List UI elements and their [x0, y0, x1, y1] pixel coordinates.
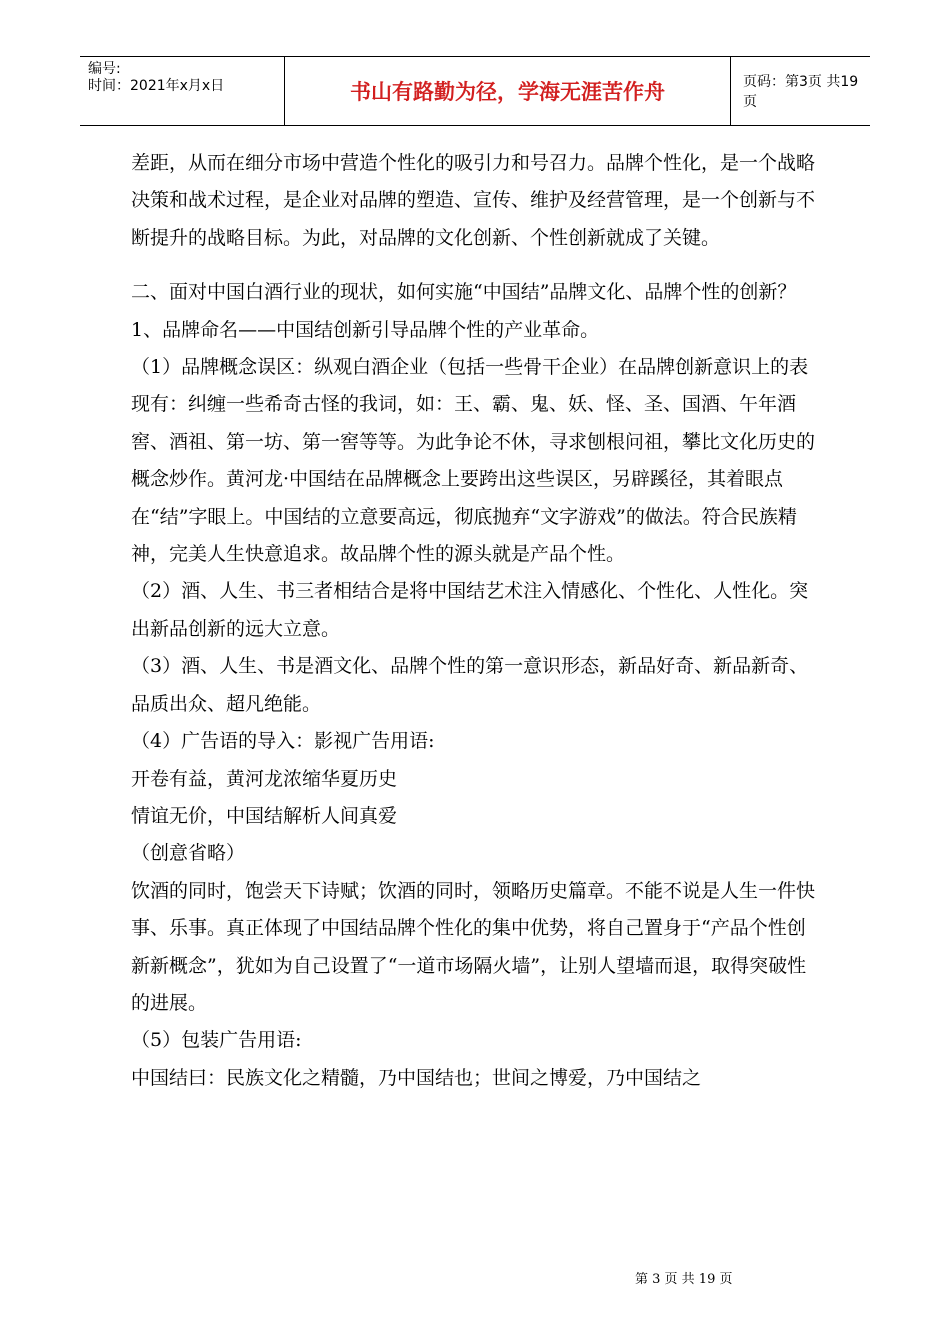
document-body [131, 145, 821, 1097]
page-header [80, 56, 870, 126]
paragraph: （3）酒、人生、书是酒文化、品牌个性的第一意识形态，新品好奇、新品新奇、品质出众、超凡绝能。 [131, 655, 809, 715]
paragraph: 中国结曰：民族文化之精髓，乃中国结也；世间之博爱，乃中国结之 [131, 1066, 702, 1089]
paragraph: （创意省略） [131, 842, 246, 865]
footer-page-number: 第 3 页 共 19 页 [635, 1272, 733, 1287]
paragraph: （1）品牌概念误区：纵观白酒企业（包括一些骨干企业）在品牌创新意识上的表现有：纠缠一些希奇古怪的我词，如：王、霸、鬼、妖、怪、圣、国酒、午年酒窖、酒祖、第一坊、第一窖等等。为此争论不休，寻求刨根问祖，攀比文化历史的概念炒作。黄河龙·中国结在品牌概念上要跨出这些误区，另辟蹊径，其着眼点在“结”字眼上。中国结的立意要高远，彻底抛弃“文字游戏”的做法。符合民族精神，完美人生快意追求。故品牌个性的源头就是产品个性。 [131, 356, 816, 566]
paragraph: 差距，从而在细分市场中营造个性化的吸引力和号召力。品牌个性化，是一个战略决策和战术过程，是企业对品牌的塑造、宣传、维护及经营管理，是一个创新与不断提升的战略目标。为此，对品牌的文化创新、个性创新就成了关键。 [131, 152, 816, 249]
header-page-info: 页码：第3页 共19页 [743, 74, 859, 110]
paragraph: 饮酒的同时，饱尝天下诗赋；饮酒的同时，领略历史篇章。不能不说是人生一件快事、乐事。真正体现了中国结品牌个性化的集中优势，将自己置身于“产品个性创新新概念”，犹如为自己设置了“一道市场隔火墙”，让别人望墙而退，取得突破性的进展。 [131, 879, 816, 1014]
subsection-heading: 1、品牌命名——中国结创新引导品牌个性的产业革命。 [131, 318, 600, 341]
document-number-label: 编号: [88, 61, 121, 77]
section-heading: 二、面对中国白酒行业的现状，如何实施“中国结”品牌文化、品牌个性的创新？ [131, 281, 797, 304]
paragraph: （5）包装广告用语: [131, 1029, 302, 1052]
document-date: 时间：2021年x月x日 [88, 78, 225, 94]
paragraph: （4）广告语的导入：影视广告用语: [131, 730, 435, 753]
paragraph: （2）酒、人生、书三者相结合是将中国结艺术注入情感化、个性化、人性化。突出新品创新的远大立意。 [131, 580, 809, 640]
header-motto-cell [285, 57, 731, 125]
paragraph-gap [131, 257, 821, 274]
header-motto: 书山有路勤为径，学海无涯苦作舟 [350, 80, 665, 104]
slogan-line: 开卷有益，黄河龙浓缩华夏历史 [131, 767, 398, 790]
slogan-line: 情谊无价，中国结解析人间真爱 [131, 804, 398, 827]
header-page-cell [731, 57, 870, 125]
header-meta [80, 57, 285, 125]
